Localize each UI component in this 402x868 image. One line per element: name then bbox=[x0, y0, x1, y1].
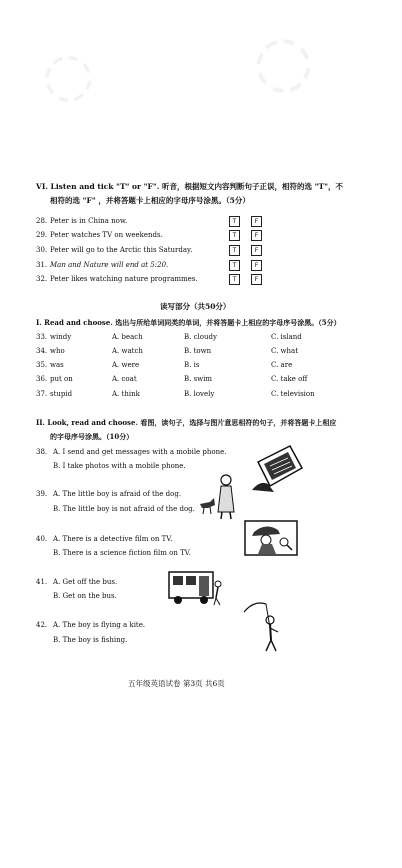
option-c: C. take off bbox=[271, 375, 308, 383]
option-a: A. The little boy is afraid of the dog. bbox=[53, 490, 182, 498]
option-c: C. what bbox=[271, 347, 299, 355]
reading-section-title: 读写部分（共50分） bbox=[160, 302, 231, 311]
item-text: Peter will go to the Arctic this Saturday. bbox=[50, 246, 193, 254]
boy-and-dog-picture bbox=[196, 472, 242, 520]
item-number: 29. bbox=[36, 231, 48, 239]
section6-heading-line2: 相符的选 "F" ，并将答题卡上相应的字母序号涂黑。（5分） bbox=[50, 196, 250, 205]
option-b: B. town bbox=[184, 347, 212, 355]
option-a: A. Get off the bus. bbox=[53, 578, 118, 586]
watermark: ◌ bbox=[233, 10, 328, 112]
section2-heading-line2: 的字母序号涂黑。（10分） bbox=[50, 432, 134, 441]
true-box[interactable]: T bbox=[229, 216, 240, 227]
item-number: 38. bbox=[36, 448, 48, 456]
true-box[interactable]: T bbox=[229, 230, 240, 241]
item-number: 33. bbox=[36, 333, 48, 341]
option-b: B. The little boy is not afraid of the dog. bbox=[53, 505, 195, 513]
given-word: who bbox=[50, 347, 65, 355]
item-text: Peter likes watching nature programmes. bbox=[50, 275, 198, 283]
option-a: A. beach bbox=[112, 333, 143, 341]
option-b: B. The boy is fishing. bbox=[53, 636, 128, 644]
section6-heading-line1: VI. Listen and tick "T" or "F". 听音，根据短文内容判断句子正误，相符的选 "T"，不 bbox=[36, 182, 343, 191]
false-box[interactable]: F bbox=[251, 216, 262, 227]
item-number: 28. bbox=[36, 217, 48, 225]
option-a: A. The boy is flying a kite. bbox=[53, 621, 146, 629]
option-b: B. cloudy bbox=[184, 333, 217, 341]
option-b: B. lovely bbox=[184, 390, 215, 398]
option-b: B. is bbox=[184, 361, 200, 369]
mobile-phone-picture bbox=[250, 440, 310, 494]
given-word: stupid bbox=[50, 390, 73, 398]
item-number: 39. bbox=[36, 490, 48, 498]
false-box[interactable]: F bbox=[251, 260, 262, 271]
option-b: B. swim bbox=[184, 375, 213, 383]
tv-detective-picture bbox=[244, 520, 298, 556]
true-box[interactable]: T bbox=[229, 245, 240, 256]
page-footer: 五年级英语试卷 第3页 共6页 bbox=[128, 679, 225, 688]
item-number: 41. bbox=[36, 578, 48, 586]
false-box[interactable]: F bbox=[251, 245, 262, 256]
false-box[interactable]: F bbox=[251, 274, 262, 285]
option-c: C. are bbox=[271, 361, 293, 369]
option-b: B. I take photos with a mobile phone. bbox=[53, 462, 186, 470]
given-word: windy bbox=[50, 333, 72, 341]
item-number: 35. bbox=[36, 361, 48, 369]
option-a: A. think bbox=[112, 390, 140, 398]
true-box[interactable]: T bbox=[229, 260, 240, 271]
section1-heading: I. Read and choose. 选出与所给单词同类的单词，并将答题卡上相应的字母序号涂黑。（5分） bbox=[36, 318, 341, 327]
option-a: A. There is a detective film on TV. bbox=[53, 535, 173, 543]
given-word: was bbox=[50, 361, 64, 369]
item-number: 37. bbox=[36, 390, 48, 398]
item-number: 40. bbox=[36, 535, 48, 543]
option-a: A. I send and get messages with a mobile phone. bbox=[53, 448, 227, 456]
true-box[interactable]: T bbox=[229, 274, 240, 285]
false-box[interactable]: F bbox=[251, 230, 262, 241]
option-b: B. Get on the bus. bbox=[53, 592, 117, 600]
item-number: 34. bbox=[36, 347, 48, 355]
item-number: 42. bbox=[36, 621, 48, 629]
item-number: 32. bbox=[36, 275, 48, 283]
item-number: 36. bbox=[36, 375, 48, 383]
option-b: B. There is a science fiction film on TV. bbox=[53, 549, 191, 557]
option-a: A. were bbox=[112, 361, 140, 369]
option-c: C. island bbox=[271, 333, 302, 341]
given-word: put on bbox=[50, 375, 73, 383]
item-text: Peter is in China now. bbox=[50, 217, 128, 225]
item-text: Man and Nature will end at 5:20. bbox=[50, 261, 169, 269]
option-c: C. television bbox=[271, 390, 315, 398]
item-text: Peter watches TV on weekends. bbox=[50, 231, 163, 239]
item-number: 30. bbox=[36, 246, 48, 254]
watermark: ◌ bbox=[26, 31, 107, 119]
item-number: 31. bbox=[36, 261, 48, 269]
fishing-boy-picture bbox=[240, 598, 288, 652]
bus-picture bbox=[168, 570, 224, 606]
section2-heading-line1: II. Look, read and choose. 看图，读句子，选择与图片意思相符的句子，并将答题卡上相应 bbox=[36, 418, 337, 427]
option-a: A. coat bbox=[112, 375, 137, 383]
option-a: A. watch bbox=[112, 347, 143, 355]
